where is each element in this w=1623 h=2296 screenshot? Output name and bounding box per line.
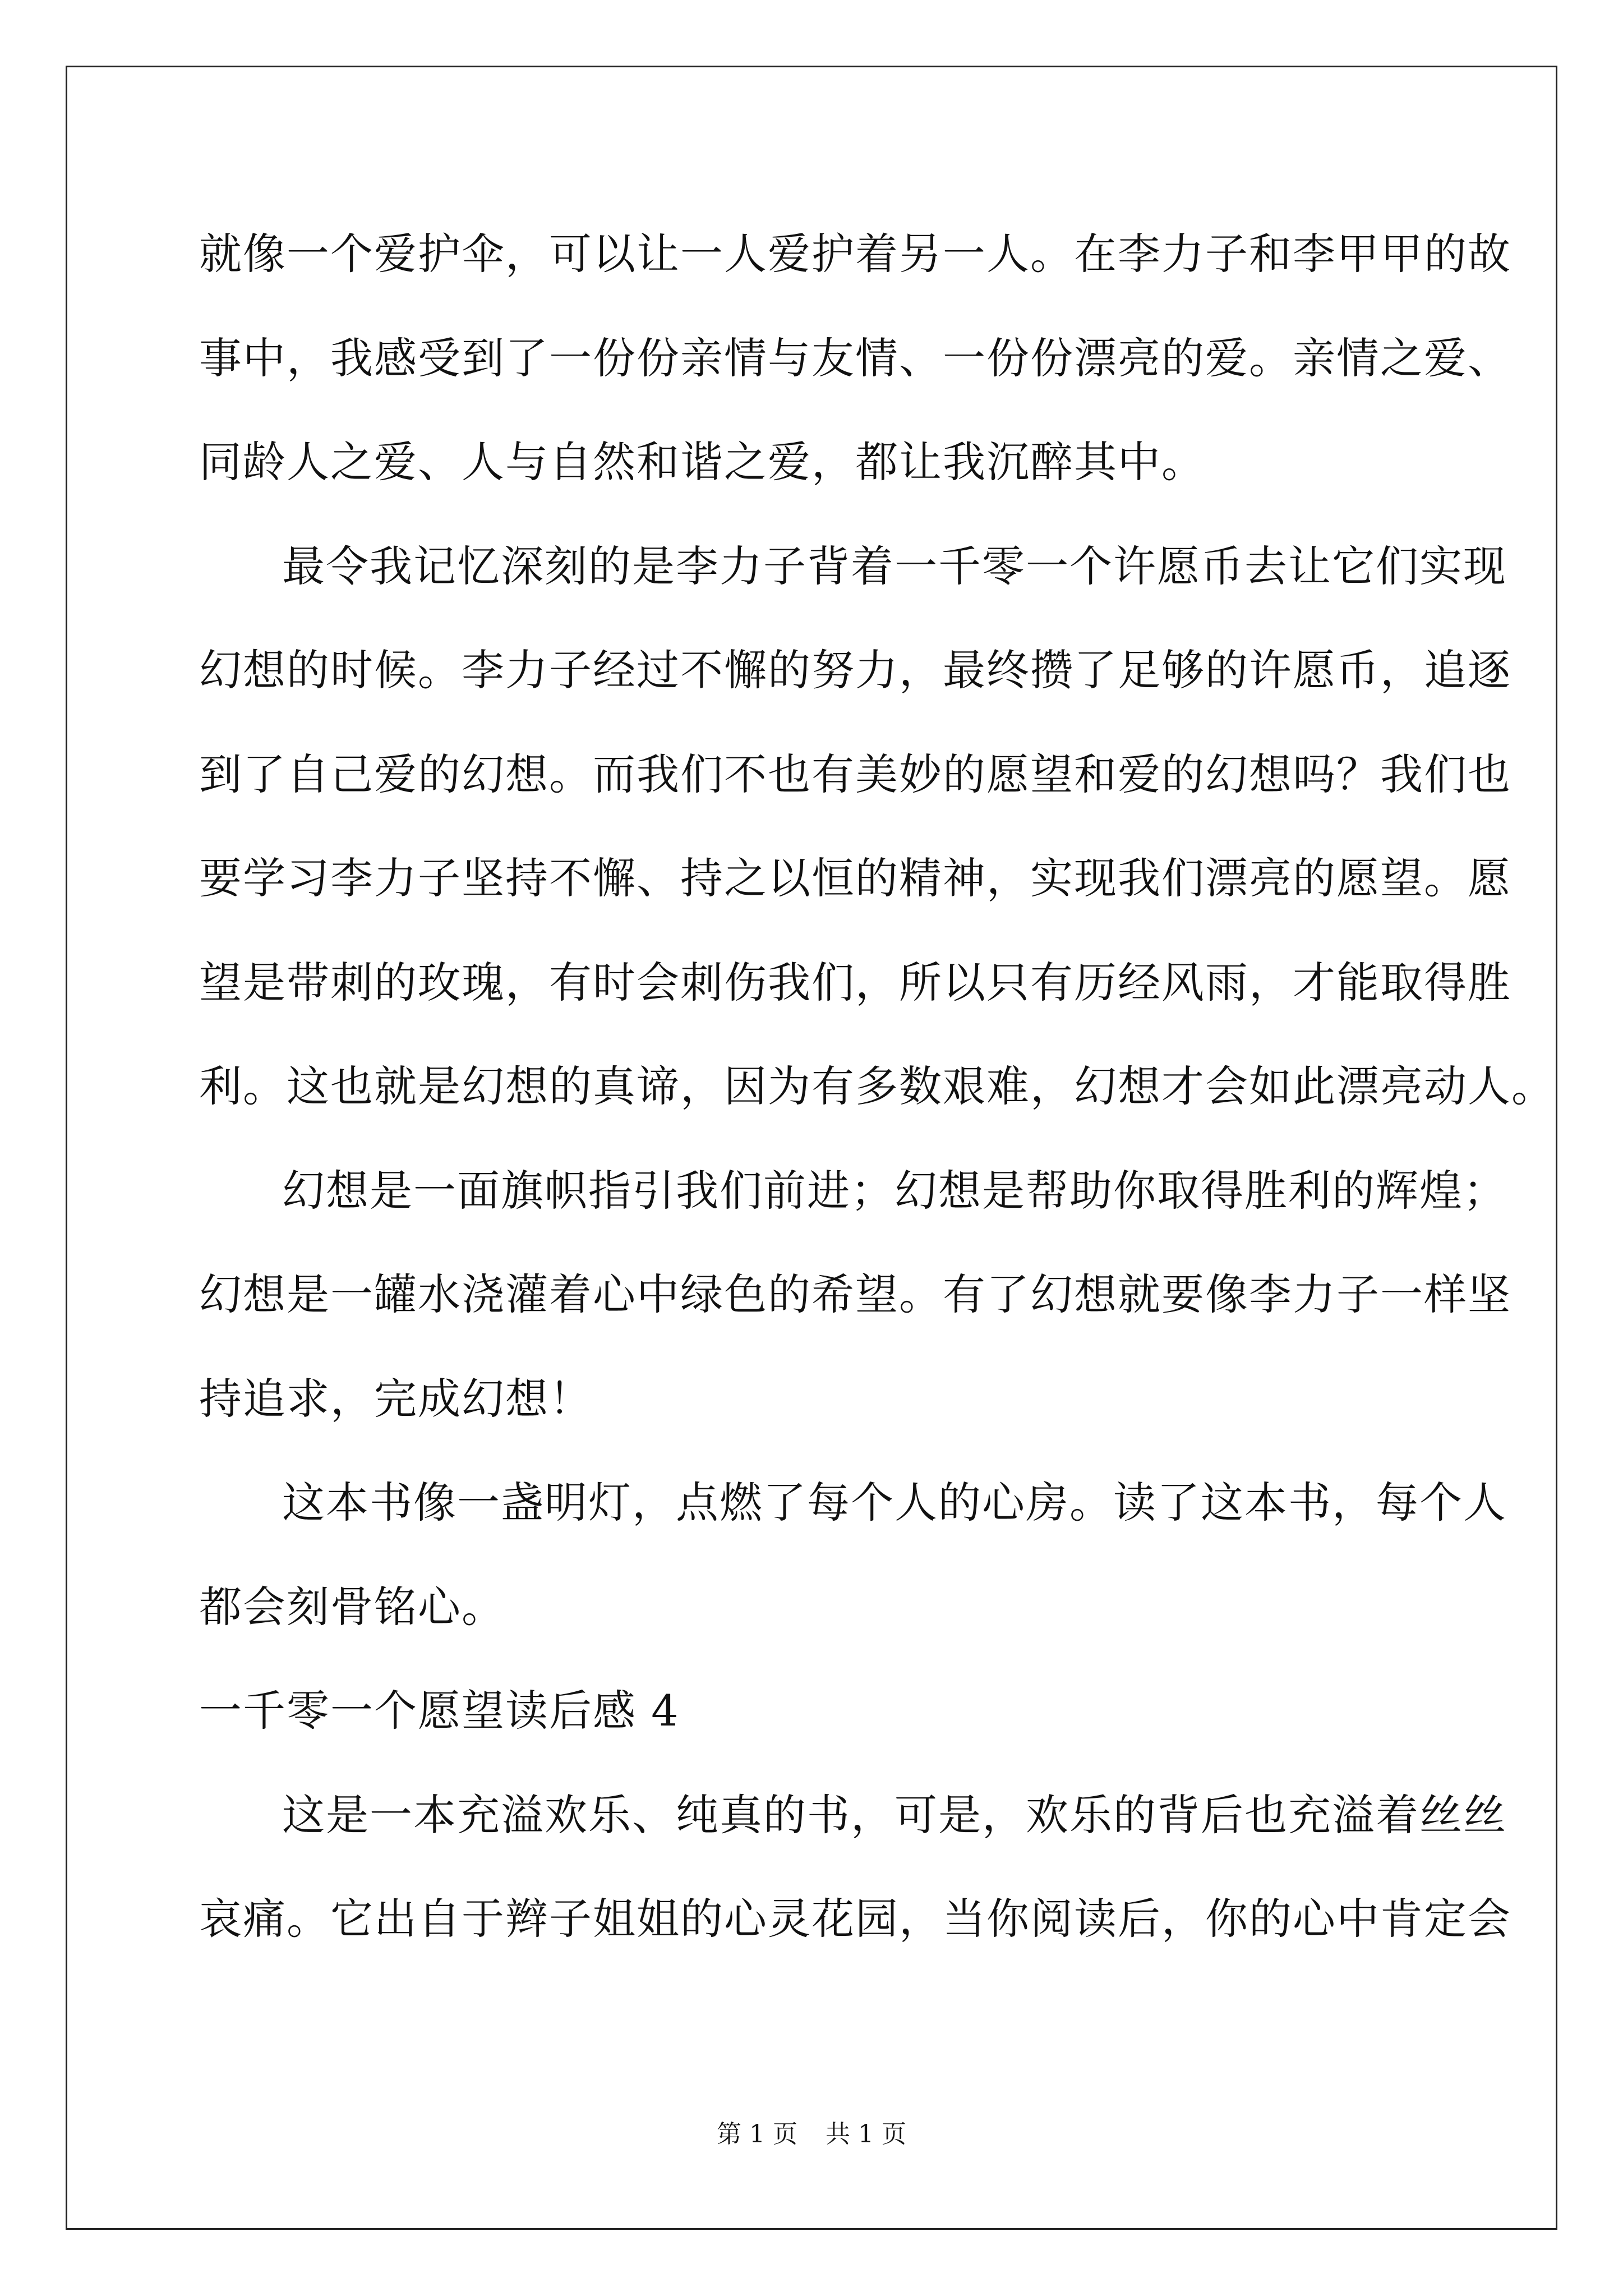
page-number: 第 1 页 [717,2120,797,2148]
paragraph-line: 都会刻骨铭心。 [199,1581,505,1632]
paragraph-line: 幻想是一罐水浇灌着心中绿色的希望。有了幻想就要像李力子一样坚 [199,1269,1511,1319]
paragraph-line: 望是带刺的玫瑰，有时会刺伤我们，所以只有历经风雨，才能取得胜 [199,957,1511,1007]
paragraph-list-after-heading [199,1763,1511,1971]
section-heading: 一千零一个愿望读后感 4 [199,1686,680,1736]
paragraph-line: 就像一个爱护伞，可以让一人爱护着另一人。在李力子和李甲甲的故 [199,229,1511,279]
paragraph [199,202,1511,514]
paragraph-line: 这本书像一盏明灯，点燃了每个人的心房。读了这本书，每个人 [282,1478,1507,1527]
paragraph-line: 事中，我感受到了一份份亲情与友情、一份份漂亮的爱。亲情之爱、 [199,333,1511,383]
paragraph-line: 要学习李力子坚持不懈、持之以恒的精神，实现我们漂亮的愿望。愿 [199,853,1511,903]
paragraph-line: 最令我记忆深刻的是李力子背着一千零一个许愿币去让它们实现 [282,541,1507,591]
paragraph-line: 这是一本充溢欢乐、纯真的书，可是，欢乐的背后也充溢着丝丝 [282,1789,1507,1840]
paragraph-line: 持追求，完成幻想！ [199,1373,593,1424]
paragraph-line: 同龄人之爱、人与自然和谐之爱，都让我沉醉其中。 [199,437,1205,487]
paragraph-line: 幻想的时候。李力子经过不懈的努力，最终攒了足够的许愿币，追逐 [199,645,1511,695]
paragraph [199,514,1555,1139]
paragraph [199,1763,1511,1971]
paragraph [199,1139,1511,1451]
paragraph-line: 利。这也就是幻想的真谛，因为有多数艰难，幻想才会如此漂亮动人。 [199,1061,1555,1111]
paragraph-line: 到了自己爱的幻想。而我们不也有美妙的愿望和爱的幻想吗？我们也 [199,749,1511,799]
paragraph-line: 哀痛。它出自于辫子姐姐的心灵花园，当你阅读后，你的心中肯定会 [199,1894,1511,1944]
page-footer [0,2118,1623,2151]
paragraph-line: 幻想是一面旗帜指引我们前进；幻想是帮助你取得胜利的辉煌； [282,1165,1507,1216]
page-total: 共 1 页 [826,2120,906,2148]
paragraph-list [199,202,1555,1659]
document-body [199,202,1555,1971]
paragraph [199,1451,1507,1659]
